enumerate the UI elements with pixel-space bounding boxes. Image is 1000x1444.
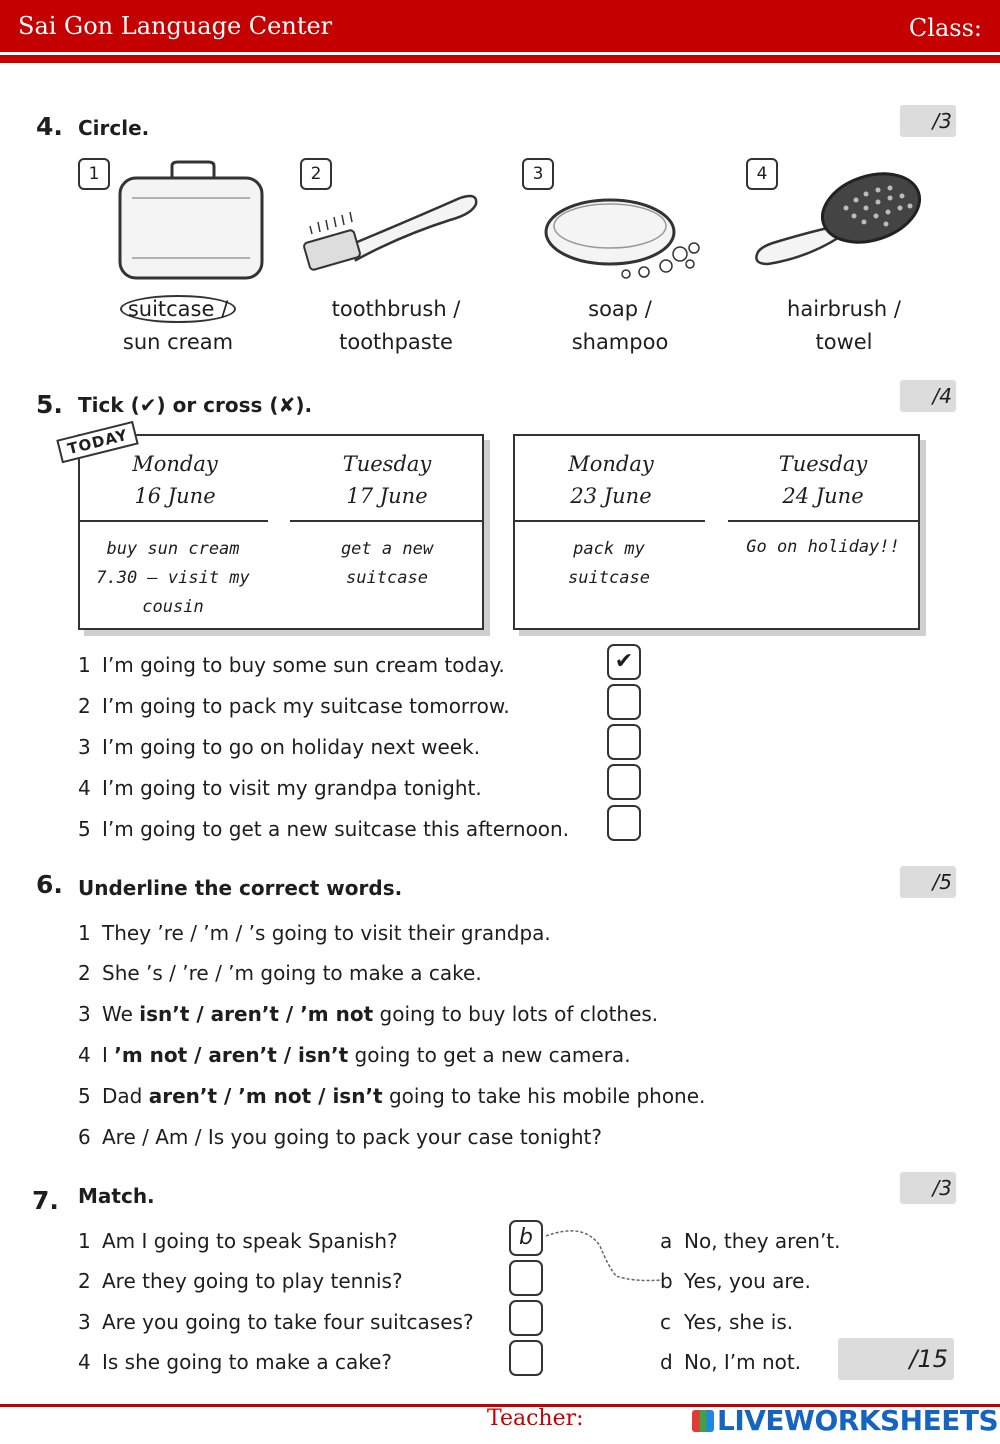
tick-box-1[interactable]: ✔ bbox=[607, 644, 641, 680]
planner-day: Tuesday 24 June bbox=[778, 452, 868, 508]
planner-note: buy sun cream 7.30 – visit my cousin bbox=[96, 539, 250, 617]
brand-text: LIVEWORKSHEETS bbox=[717, 1404, 999, 1437]
tick-item-5: 5 I’m going to get a new suitcase this afternoon. bbox=[78, 817, 570, 841]
planner-day: Tuesday 17 June bbox=[342, 452, 432, 508]
class-label: Class: bbox=[908, 14, 982, 42]
teacher-label: Teacher: bbox=[487, 1406, 584, 1431]
word-option: sun cream bbox=[122, 330, 234, 354]
match-answer-c: c Yes, she is. bbox=[660, 1310, 794, 1334]
word-options[interactable]: ’s / ’re / ’m bbox=[146, 961, 255, 985]
section-4-title: Circle. bbox=[78, 116, 150, 140]
word-options[interactable]: isn’t / aren’t / ’m not bbox=[139, 1002, 374, 1026]
planner-note: pack my suitcase bbox=[568, 539, 650, 588]
tick-box-3[interactable] bbox=[607, 724, 641, 760]
word-options[interactable]: ’re / ’m / ’s bbox=[157, 921, 266, 945]
planner-rule bbox=[513, 520, 705, 522]
word-choice-4[interactable] bbox=[734, 293, 954, 359]
section-7-title: Match. bbox=[78, 1184, 155, 1208]
word-option: toothpaste bbox=[339, 330, 453, 354]
match-question-1: 1 Am I going to speak Spanish? bbox=[78, 1229, 398, 1253]
tick-item-2: 2 I’m going to pack my suitcase tomorrow. bbox=[78, 694, 510, 718]
underline-item-1: 1 They ’re / ’m / ’s going to visit their grandpa. bbox=[78, 921, 551, 945]
picture-number-2: 2 bbox=[300, 158, 332, 190]
planner-note: Go on holiday!! bbox=[746, 537, 900, 557]
planner-note: get a new suitcase bbox=[340, 539, 434, 588]
section-4-score: /3 bbox=[900, 105, 956, 137]
section-6-score: /5 bbox=[900, 866, 956, 898]
word-option: hairbrush / bbox=[787, 297, 901, 321]
section-4-number: 4. bbox=[36, 112, 63, 141]
picture-number-4: 4 bbox=[746, 158, 778, 190]
planner-rule bbox=[78, 520, 268, 522]
match-answer-a: a No, they aren’t. bbox=[660, 1229, 841, 1253]
toothbrush-icon bbox=[300, 190, 482, 280]
underline-item-5: 5 Dad aren’t / ’m not / isn’t going to take his mobile phone. bbox=[78, 1084, 706, 1108]
planner-day: Monday 23 June bbox=[568, 452, 654, 508]
picture-number-1: 1 bbox=[78, 158, 110, 190]
section-5-title: Tick (✔) or cross (✘). bbox=[78, 393, 313, 417]
word-option: toothbrush / bbox=[331, 297, 461, 321]
word-options[interactable]: Are / Am / Is bbox=[102, 1125, 225, 1149]
liveworksheets-brand[interactable] bbox=[692, 1404, 998, 1437]
word-option: shampoo bbox=[571, 330, 669, 354]
match-box-1[interactable]: b bbox=[509, 1220, 543, 1256]
planner-rule bbox=[290, 520, 484, 522]
tick-item-1: 1 I’m going to buy some sun cream today. bbox=[78, 653, 505, 677]
word-option: towel bbox=[815, 330, 873, 354]
match-box-3[interactable] bbox=[509, 1300, 543, 1336]
section-6-number: 6. bbox=[36, 870, 63, 899]
suitcase-icon bbox=[112, 158, 272, 288]
tick-box-4[interactable] bbox=[607, 764, 641, 800]
word-choice-2[interactable] bbox=[286, 293, 506, 359]
section-5-score: /4 bbox=[900, 380, 956, 412]
hairbrush-icon bbox=[746, 168, 926, 278]
section-5-number: 5. bbox=[36, 390, 63, 419]
today-badge: TODAY bbox=[56, 421, 139, 464]
word-options[interactable]: aren’t / ’m not / isn’t bbox=[148, 1084, 383, 1108]
section-7-score: /3 bbox=[900, 1172, 956, 1204]
underline-item-6: 6 Are / Am / Is you going to pack your case tonight? bbox=[78, 1125, 602, 1149]
planner-rule bbox=[728, 520, 920, 522]
word-choice-1[interactable] bbox=[68, 293, 288, 359]
tick-item-4: 4 I’m going to visit my grandpa tonight. bbox=[78, 776, 482, 800]
tick-box-2[interactable] bbox=[607, 684, 641, 720]
match-answer-d: d No, I’m not. bbox=[660, 1350, 802, 1374]
page-header bbox=[0, 0, 1000, 52]
match-box-2[interactable] bbox=[509, 1260, 543, 1296]
section-6-title: Underline the correct words. bbox=[78, 876, 403, 900]
circled-answer: suitcase / bbox=[120, 295, 236, 323]
underline-item-3: 3 We isn’t / aren’t / ’m not going to buy lots of clothes. bbox=[78, 1002, 659, 1026]
match-question-4: 4 Is she going to make a cake? bbox=[78, 1350, 393, 1374]
match-answer-b: b Yes, you are. bbox=[660, 1269, 811, 1293]
soap-icon bbox=[540, 190, 710, 286]
word-options[interactable]: ’m not / aren’t / isn’t bbox=[114, 1043, 349, 1067]
section-7-number: 7. bbox=[32, 1186, 59, 1215]
total-score: /15 bbox=[838, 1338, 954, 1380]
planner-day: Monday 16 June bbox=[132, 452, 218, 508]
tick-box-5[interactable] bbox=[607, 805, 641, 841]
match-question-3: 3 Are you going to take four suitcases? bbox=[78, 1310, 474, 1334]
underline-item-2: 2 She ’s / ’re / ’m going to make a cake. bbox=[78, 961, 482, 985]
match-box-4[interactable] bbox=[509, 1340, 543, 1376]
tick-item-3: 3 I’m going to go on holiday next week. bbox=[78, 735, 481, 759]
picture-number-3: 3 bbox=[522, 158, 554, 190]
center-name: Sai Gon Language Center bbox=[18, 12, 333, 40]
header-divider bbox=[0, 55, 1000, 63]
underline-item-4: 4 I ’m not / aren’t / isn’t going to get a new camera. bbox=[78, 1043, 631, 1067]
match-line bbox=[544, 1226, 664, 1286]
match-question-2: 2 Are they going to play tennis? bbox=[78, 1269, 403, 1293]
liveworksheets-logo-icon bbox=[692, 1410, 714, 1432]
word-choice-3[interactable] bbox=[510, 293, 730, 359]
word-option: soap / bbox=[588, 297, 652, 321]
